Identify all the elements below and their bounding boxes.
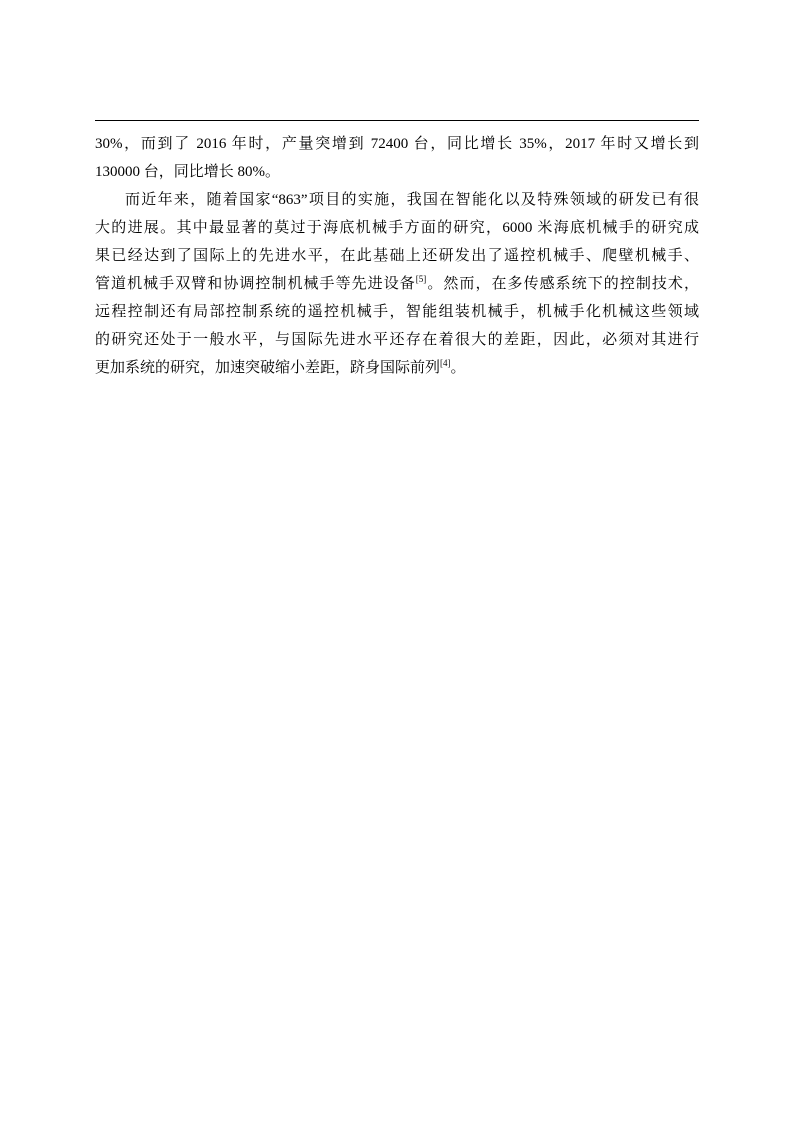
text-span: 。然而，在多传感系统下的控制技术， [426, 276, 699, 292]
text-span: 。 [450, 360, 466, 376]
text-span: 更加系统的研究，加速突破缩小差距，跻身国际前列 [95, 360, 441, 376]
citation-marker: [4] [440, 358, 451, 368]
text-span: 130000 台，同比增长 80%。 [95, 164, 280, 180]
paragraph-2-line-2 [95, 214, 699, 242]
text-span: 的研究还处于一般水平，与国际先进水平还存在着很大的差距，因此，必须对其进行 [95, 332, 699, 348]
citation-marker: [5] [415, 274, 427, 284]
header-rule [95, 120, 699, 121]
paragraph-2-line-7 [95, 354, 699, 382]
paragraph-2-line-3 [95, 242, 699, 270]
text-span: 远程控制还有局部控制系统的遥控机械手，智能组装机械手，机械手化机械这些领域 [95, 304, 699, 320]
text-span: 而近年来，随着国家“863”项目的实施，我国在智能化以及特殊领域的研发已有很 [125, 192, 699, 208]
text-span: 管道机械手双臂和协调控制机械手等先进设备 [95, 276, 416, 292]
body-text [95, 130, 699, 382]
text-span: 大的进展。其中最显著的莫过于海底机械手方面的研究，6000 米海底机械手的研究成 [95, 220, 699, 236]
text-span: 果已经达到了国际上的先进水平，在此基础上还研发出了遥控机械手、爬壁机械手、 [95, 248, 699, 264]
text-span: 30%，而到了 2016 年时，产量突增到 72400 台，同比增长 35%，2017 年时又增长到 [95, 136, 699, 152]
paragraph-1-line-2 [95, 158, 699, 186]
paragraph-1-line-1 [95, 130, 699, 158]
paragraph-2-line-6 [95, 326, 699, 354]
paragraph-2-line-4 [95, 270, 699, 298]
paragraph-2-line-1 [95, 186, 699, 214]
paragraph-2-line-5 [95, 298, 699, 326]
